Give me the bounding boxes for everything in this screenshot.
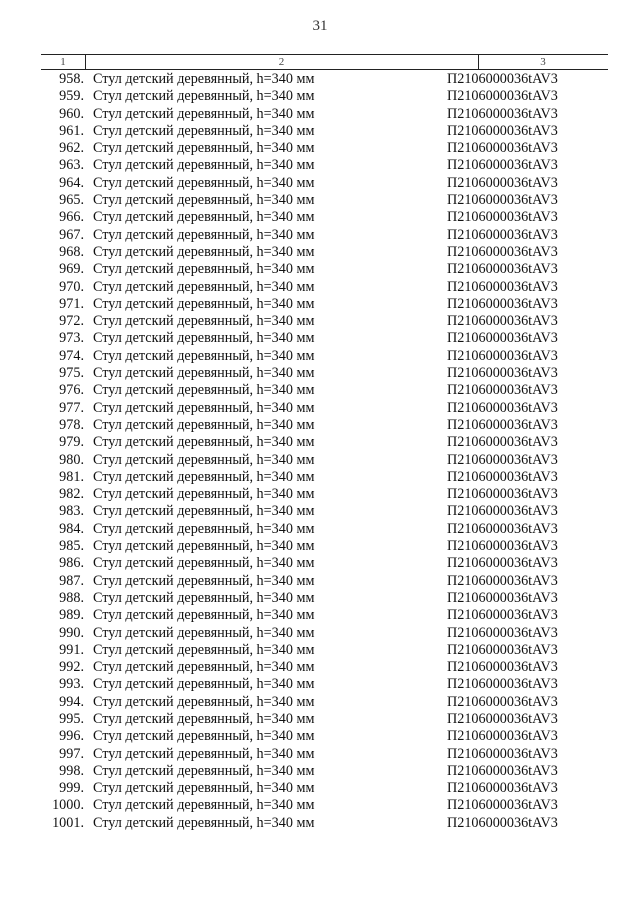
row-number: 973.: [59, 330, 84, 347]
table-row: [0, 676, 640, 693]
row-number: 980.: [59, 451, 84, 468]
row-number: 959.: [59, 88, 84, 105]
row-number: 988.: [59, 589, 84, 606]
item-name: Стул детский деревянный, h=340 мм: [93, 780, 315, 797]
row-number: 999.: [59, 780, 84, 797]
table-row: [0, 261, 640, 278]
item-code: П2106000036tAV3: [447, 140, 558, 157]
table-row: [0, 123, 640, 140]
table-row: [0, 313, 640, 330]
item-code: П2106000036tAV3: [447, 434, 558, 451]
table-row: [0, 452, 640, 469]
item-name: Стул детский деревянный, h=340 мм: [93, 261, 315, 278]
row-number: 1001.: [52, 814, 84, 831]
table-row: [0, 607, 640, 624]
row-number: 960.: [59, 105, 84, 122]
table-row: [0, 348, 640, 365]
item-name: Стул детский деревянный, h=340 мм: [93, 589, 315, 606]
item-name: Стул детский деревянный, h=340 мм: [93, 399, 315, 416]
item-code: П2106000036tAV3: [447, 243, 558, 260]
column-header-1: 1: [41, 55, 86, 69]
item-code: П2106000036tAV3: [447, 693, 558, 710]
item-name: Стул детский деревянный, h=340 мм: [93, 278, 315, 295]
item-code: П2106000036tAV3: [447, 728, 558, 745]
row-number: 974.: [59, 347, 84, 364]
item-name: Стул детский деревянный, h=340 мм: [93, 330, 315, 347]
item-code: П2106000036tAV3: [447, 261, 558, 278]
row-number: 968.: [59, 243, 84, 260]
item-code: П2106000036tAV3: [447, 762, 558, 779]
table-row: [0, 780, 640, 797]
table-row: [0, 659, 640, 676]
table-row: [0, 538, 640, 555]
item-code: П2106000036tAV3: [447, 347, 558, 364]
item-name: Стул детский деревянный, h=340 мм: [93, 88, 315, 105]
row-number: 990.: [59, 624, 84, 641]
item-code: П2106000036tAV3: [447, 71, 558, 87]
item-code: П2106000036tAV3: [447, 624, 558, 641]
item-code: П2106000036tAV3: [447, 382, 558, 399]
table-row: [0, 728, 640, 745]
item-code: П2106000036tAV3: [447, 399, 558, 416]
item-code: П2106000036tAV3: [447, 659, 558, 676]
table-row: [0, 694, 640, 711]
row-number: 971.: [59, 295, 84, 312]
item-code: П2106000036tAV3: [447, 745, 558, 762]
table-row: [0, 400, 640, 417]
row-number: 982.: [59, 486, 84, 503]
item-name: Стул детский деревянный, h=340 мм: [93, 157, 315, 174]
row-number: 1000.: [52, 797, 84, 814]
table-row: [0, 815, 640, 832]
row-number: 984.: [59, 520, 84, 537]
item-name: Стул детский деревянный, h=340 мм: [93, 71, 315, 87]
table-row: [0, 382, 640, 399]
item-name: Стул детский деревянный, h=340 мм: [93, 313, 315, 330]
item-code: П2106000036tAV3: [447, 451, 558, 468]
item-code: П2106000036tAV3: [447, 468, 558, 485]
item-code: П2106000036tAV3: [447, 416, 558, 433]
item-code: П2106000036tAV3: [447, 710, 558, 727]
item-name: Стул детский деревянный, h=340 мм: [93, 762, 315, 779]
table-row: [0, 521, 640, 538]
row-number: 977.: [59, 399, 84, 416]
table-row: [0, 175, 640, 192]
item-name: Стул детский деревянный, h=340 мм: [93, 555, 315, 572]
row-number: 992.: [59, 659, 84, 676]
table-row: [0, 555, 640, 572]
table-row: [0, 486, 640, 503]
row-number: 991.: [59, 641, 84, 658]
table-row: [0, 106, 640, 123]
item-name: Стул детский деревянный, h=340 мм: [93, 192, 315, 209]
item-name: Стул детский деревянный, h=340 мм: [93, 105, 315, 122]
item-name: Стул детский деревянный, h=340 мм: [93, 520, 315, 537]
item-name: Стул детский деревянный, h=340 мм: [93, 382, 315, 399]
item-code: П2106000036tAV3: [447, 192, 558, 209]
item-code: П2106000036tAV3: [447, 797, 558, 814]
row-number: 987.: [59, 572, 84, 589]
item-name: Стул детский деревянный, h=340 мм: [93, 745, 315, 762]
item-name: Стул детский деревянный, h=340 мм: [93, 624, 315, 641]
row-number: 962.: [59, 140, 84, 157]
item-name: Стул детский деревянный, h=340 мм: [93, 365, 315, 382]
table-row: [0, 192, 640, 209]
item-code: П2106000036tAV3: [447, 520, 558, 537]
column-header-3: 3: [540, 56, 546, 68]
item-name: Стул детский деревянный, h=340 мм: [93, 122, 315, 139]
row-number: 964.: [59, 174, 84, 191]
row-number: 996.: [59, 728, 84, 745]
row-number: 993.: [59, 676, 84, 693]
table-row: [0, 746, 640, 763]
item-name: Стул детский деревянный, h=340 мм: [93, 659, 315, 676]
row-number: 969.: [59, 261, 84, 278]
row-number: 976.: [59, 382, 84, 399]
row-number: 979.: [59, 434, 84, 451]
table-row: [0, 296, 640, 313]
row-number: 994.: [59, 693, 84, 710]
item-code: П2106000036tAV3: [447, 589, 558, 606]
table-header: [41, 54, 608, 70]
row-number: 961.: [59, 122, 84, 139]
item-name: Стул детский деревянный, h=340 мм: [93, 710, 315, 727]
item-code: П2106000036tAV3: [447, 555, 558, 572]
column-header-2: 2: [85, 55, 479, 69]
item-name: Стул детский деревянный, h=340 мм: [93, 693, 315, 710]
item-code: П2106000036tAV3: [447, 365, 558, 382]
item-code: П2106000036tAV3: [447, 122, 558, 139]
row-number: 983.: [59, 503, 84, 520]
row-number: 966.: [59, 209, 84, 226]
item-name: Стул детский деревянный, h=340 мм: [93, 607, 315, 624]
table-row: [0, 763, 640, 780]
table-row: [0, 330, 640, 347]
table-row: [0, 503, 640, 520]
table-row: [0, 642, 640, 659]
item-name: Стул детский деревянный, h=340 мм: [93, 676, 315, 693]
row-number: 998.: [59, 762, 84, 779]
table-row: [0, 590, 640, 607]
row-number: 989.: [59, 607, 84, 624]
item-code: П2106000036tAV3: [447, 486, 558, 503]
item-code: П2106000036tAV3: [447, 538, 558, 555]
row-number: 965.: [59, 192, 84, 209]
table-row: [0, 711, 640, 728]
item-code: П2106000036tAV3: [447, 330, 558, 347]
table-row: [0, 227, 640, 244]
table-row: [0, 88, 640, 105]
table-row: [0, 469, 640, 486]
item-code: П2106000036tAV3: [447, 209, 558, 226]
item-name: Стул детский деревянный, h=340 мм: [93, 451, 315, 468]
row-number: 972.: [59, 313, 84, 330]
item-code: П2106000036tAV3: [447, 313, 558, 330]
item-code: П2106000036tAV3: [447, 295, 558, 312]
item-name: Стул детский деревянный, h=340 мм: [93, 814, 315, 831]
item-name: Стул детский деревянный, h=340 мм: [93, 226, 315, 243]
table-row: [0, 434, 640, 451]
item-code: П2106000036tAV3: [447, 572, 558, 589]
row-number: 997.: [59, 745, 84, 762]
table-row: [0, 157, 640, 174]
row-number: 978.: [59, 416, 84, 433]
item-name: Стул детский деревянный, h=340 мм: [93, 797, 315, 814]
page-number: 31: [312, 18, 328, 34]
table-row: [0, 625, 640, 642]
item-name: Стул детский деревянный, h=340 мм: [93, 572, 315, 589]
table-row: [0, 140, 640, 157]
table-row: [0, 244, 640, 261]
item-name: Стул детский деревянный, h=340 мм: [93, 243, 315, 260]
item-name: Стул детский деревянный, h=340 мм: [93, 347, 315, 364]
row-number: 958.: [59, 71, 84, 87]
item-name: Стул детский деревянный, h=340 мм: [93, 209, 315, 226]
table-row: [0, 71, 640, 88]
row-number: 963.: [59, 157, 84, 174]
item-code: П2106000036tAV3: [447, 780, 558, 797]
table-row: [0, 573, 640, 590]
row-number: 986.: [59, 555, 84, 572]
item-name: Стул детский деревянный, h=340 мм: [93, 641, 315, 658]
item-name: Стул детский деревянный, h=340 мм: [93, 295, 315, 312]
table-body: [0, 71, 640, 832]
item-name: Стул детский деревянный, h=340 мм: [93, 140, 315, 157]
item-name: Стул детский деревянный, h=340 мм: [93, 434, 315, 451]
item-code: П2106000036tAV3: [447, 607, 558, 624]
item-code: П2106000036tAV3: [447, 226, 558, 243]
item-code: П2106000036tAV3: [447, 105, 558, 122]
item-code: П2106000036tAV3: [447, 814, 558, 831]
item-code: П2106000036tAV3: [447, 503, 558, 520]
row-number: 970.: [59, 278, 84, 295]
row-number: 985.: [59, 538, 84, 555]
table-row: [0, 279, 640, 296]
item-code: П2106000036tAV3: [447, 641, 558, 658]
item-code: П2106000036tAV3: [447, 88, 558, 105]
item-code: П2106000036tAV3: [447, 676, 558, 693]
item-name: Стул детский деревянный, h=340 мм: [93, 538, 315, 555]
row-number: 975.: [59, 365, 84, 382]
item-name: Стул детский деревянный, h=340 мм: [93, 174, 315, 191]
item-name: Стул детский деревянный, h=340 мм: [93, 468, 315, 485]
item-code: П2106000036tAV3: [447, 278, 558, 295]
table-row: [0, 797, 640, 814]
item-name: Стул детский деревянный, h=340 мм: [93, 486, 315, 503]
table-row: [0, 417, 640, 434]
table-row: [0, 365, 640, 382]
row-number: 981.: [59, 468, 84, 485]
item-name: Стул детский деревянный, h=340 мм: [93, 728, 315, 745]
item-code: П2106000036tAV3: [447, 174, 558, 191]
table-row: [0, 209, 640, 226]
row-number: 967.: [59, 226, 84, 243]
item-name: Стул детский деревянный, h=340 мм: [93, 416, 315, 433]
item-code: П2106000036tAV3: [447, 157, 558, 174]
row-number: 995.: [59, 710, 84, 727]
item-name: Стул детский деревянный, h=340 мм: [93, 503, 315, 520]
